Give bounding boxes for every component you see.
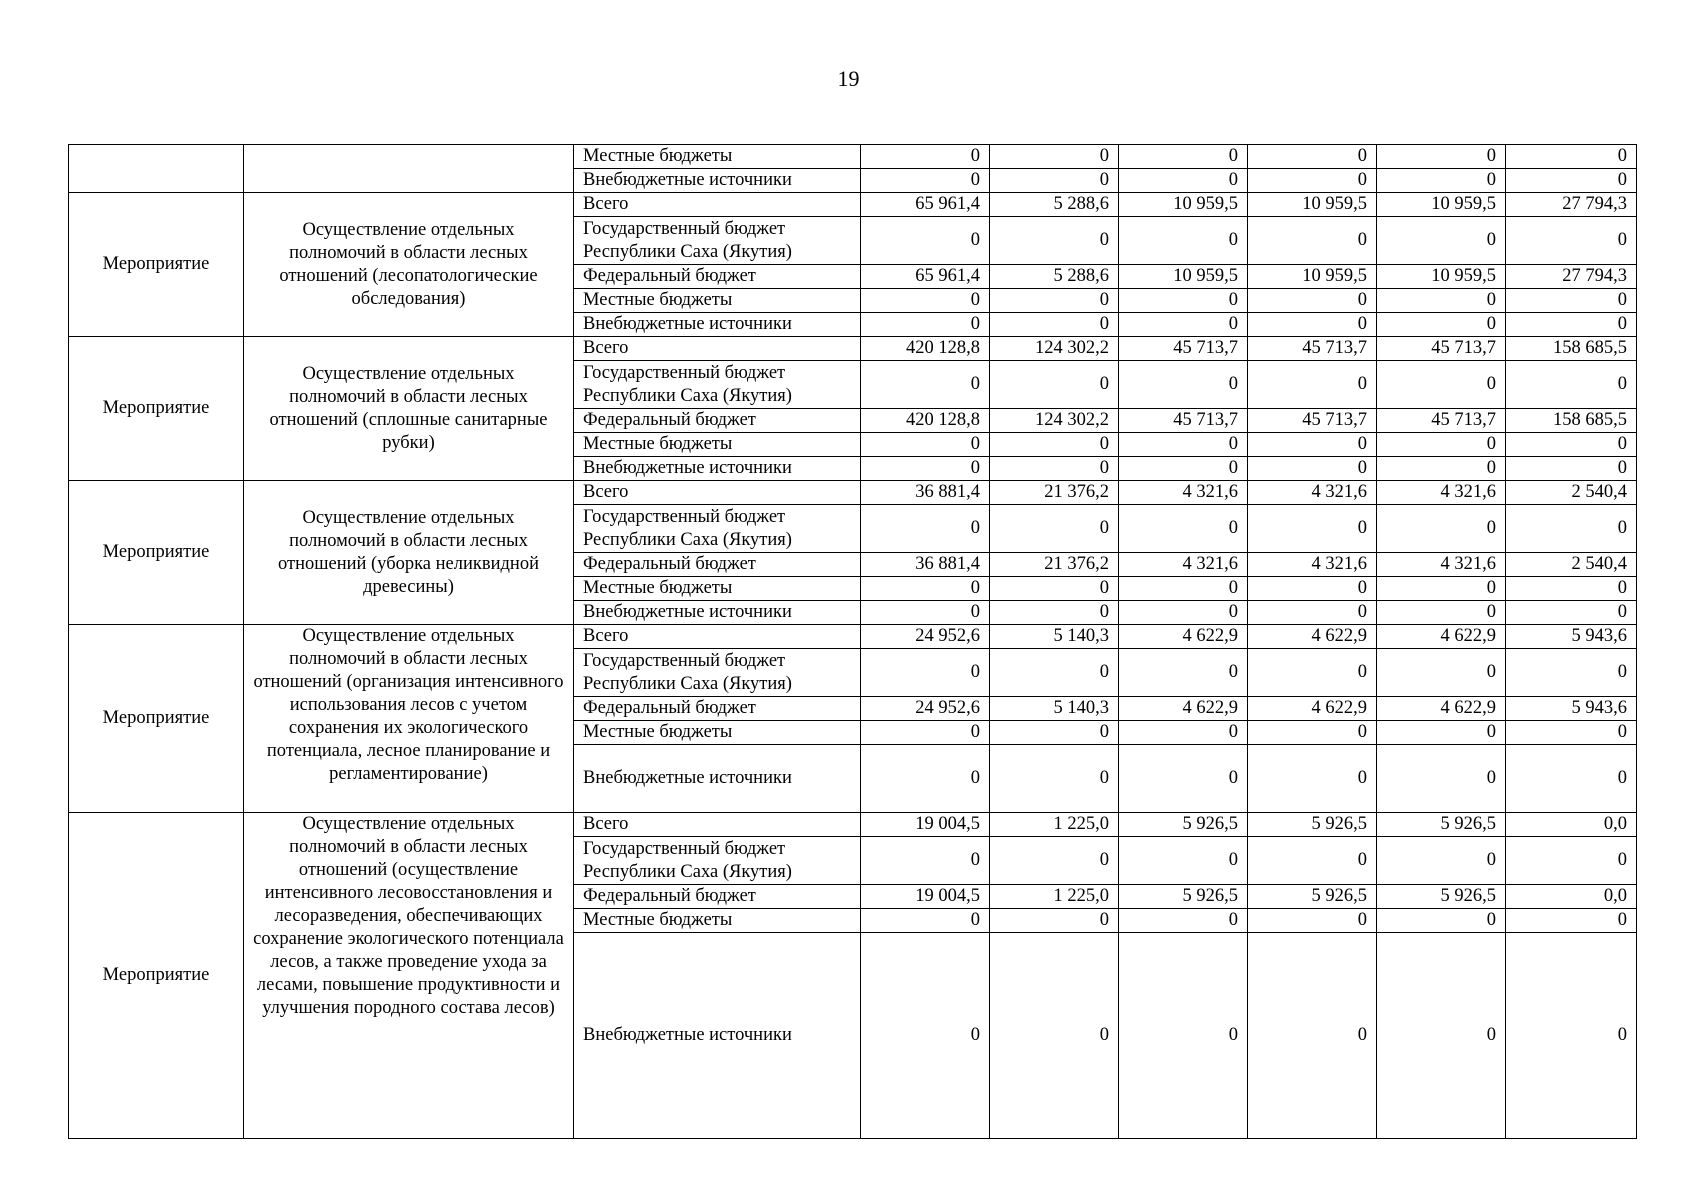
funding-source-cell: Внебюджетные источники xyxy=(574,933,861,1139)
amount-cell: 4 321,6 xyxy=(1248,553,1377,577)
funding-source-cell: Государственный бюджет Республики Саха (Якутия) xyxy=(574,505,861,553)
amount-cell: 45 713,7 xyxy=(1248,337,1377,361)
amount-cell: 0 xyxy=(1377,457,1506,481)
amount-cell: 0 xyxy=(1377,837,1506,885)
page-number: 19 xyxy=(837,66,860,91)
table-row xyxy=(69,625,1637,649)
amount-cell: 0 xyxy=(1248,289,1377,313)
amount-cell: 5 926,5 xyxy=(1377,813,1506,837)
table-row xyxy=(69,481,1637,505)
amount-cell: 0 xyxy=(1506,361,1637,409)
amount-cell: 27 794,3 xyxy=(1506,193,1637,217)
amount-cell: 0 xyxy=(861,837,990,885)
amount-cell: 4 321,6 xyxy=(1119,481,1248,505)
amount-cell: 21 376,2 xyxy=(990,481,1119,505)
amount-cell: 0 xyxy=(1248,457,1377,481)
funding-source-cell: Всего xyxy=(574,481,861,505)
amount-cell: 4 622,9 xyxy=(1119,697,1248,721)
amount-cell: 0 xyxy=(1377,933,1506,1139)
amount-cell: 10 959,5 xyxy=(1377,193,1506,217)
amount-cell: 0 xyxy=(1119,745,1248,813)
amount-cell: 0 xyxy=(990,145,1119,169)
amount-cell: 5 140,3 xyxy=(990,697,1119,721)
amount-cell: 0 xyxy=(1248,433,1377,457)
amount-cell: 0 xyxy=(1377,601,1506,625)
amount-cell: 27 794,3 xyxy=(1506,265,1637,289)
amount-cell: 0 xyxy=(861,169,990,193)
funding-source-cell: Местные бюджеты xyxy=(574,289,861,313)
table-body xyxy=(69,145,1637,1139)
amount-cell: 0 xyxy=(861,145,990,169)
amount-cell: 0 xyxy=(1119,433,1248,457)
activity-type-cell: Мероприятие xyxy=(69,337,244,481)
activity-type-cell: Мероприятие xyxy=(69,813,244,1139)
activity-description-cell: Осуществление отдельных полномочий в области лесных отношений (сплошные санитарные рубки) xyxy=(244,337,574,481)
amount-cell: 24 952,6 xyxy=(861,625,990,649)
amount-cell: 0 xyxy=(1377,433,1506,457)
funding-source-cell: Государственный бюджет Республики Саха (Якутия) xyxy=(574,361,861,409)
amount-cell: 0 xyxy=(1119,577,1248,601)
amount-cell: 0 xyxy=(1119,721,1248,745)
funding-source-cell: Местные бюджеты xyxy=(574,909,861,933)
amount-cell: 0 xyxy=(861,745,990,813)
amount-cell: 0 xyxy=(1506,169,1637,193)
amount-cell: 19 004,5 xyxy=(861,813,990,837)
amount-cell: 0 xyxy=(861,649,990,697)
activity-type-cell: Мероприятие xyxy=(69,625,244,813)
amount-cell: 5 926,5 xyxy=(1248,885,1377,909)
amount-cell: 0 xyxy=(1506,721,1637,745)
amount-cell: 0 xyxy=(861,289,990,313)
activity-type-cell xyxy=(69,145,244,193)
amount-cell: 0 xyxy=(861,933,990,1139)
amount-cell: 36 881,4 xyxy=(861,481,990,505)
amount-cell: 5 943,6 xyxy=(1506,697,1637,721)
amount-cell: 4 321,6 xyxy=(1377,481,1506,505)
amount-cell: 0 xyxy=(1119,289,1248,313)
amount-cell: 158 685,5 xyxy=(1506,409,1637,433)
amount-cell: 0 xyxy=(1506,933,1637,1139)
amount-cell: 4 622,9 xyxy=(1119,625,1248,649)
amount-cell: 0 xyxy=(1248,909,1377,933)
table-row xyxy=(69,813,1637,837)
amount-cell: 4 321,6 xyxy=(1119,553,1248,577)
activity-description-cell: Осуществление отдельных полномочий в области лесных отношений (организация интенсивного использования лесов с учетом сохранения их экологического потенциала, лесное планирование и регламентирование) xyxy=(244,625,574,813)
amount-cell: 0 xyxy=(1377,145,1506,169)
amount-cell: 0 xyxy=(1248,649,1377,697)
amount-cell: 10 959,5 xyxy=(1119,193,1248,217)
amount-cell: 0 xyxy=(1248,505,1377,553)
amount-cell: 0 xyxy=(1119,649,1248,697)
amount-cell: 21 376,2 xyxy=(990,553,1119,577)
amount-cell: 0 xyxy=(861,601,990,625)
amount-cell: 5 926,5 xyxy=(1119,885,1248,909)
amount-cell: 5 288,6 xyxy=(990,193,1119,217)
funding-source-cell: Государственный бюджет Республики Саха (Якутия) xyxy=(574,217,861,265)
funding-source-cell: Федеральный бюджет xyxy=(574,265,861,289)
amount-cell: 0 xyxy=(990,361,1119,409)
amount-cell: 4 321,6 xyxy=(1377,553,1506,577)
amount-cell: 0 xyxy=(1377,577,1506,601)
funding-source-cell: Федеральный бюджет xyxy=(574,553,861,577)
amount-cell: 0 xyxy=(990,433,1119,457)
amount-cell: 0 xyxy=(1248,601,1377,625)
amount-cell: 4 622,9 xyxy=(1377,625,1506,649)
amount-cell: 5 288,6 xyxy=(990,265,1119,289)
amount-cell: 45 713,7 xyxy=(1377,337,1506,361)
funding-source-cell: Внебюджетные источники xyxy=(574,457,861,481)
amount-cell: 0 xyxy=(990,289,1119,313)
amount-cell: 0 xyxy=(1377,505,1506,553)
amount-cell: 0 xyxy=(1119,933,1248,1139)
amount-cell: 45 713,7 xyxy=(1119,409,1248,433)
amount-cell: 0 xyxy=(861,313,990,337)
amount-cell: 0 xyxy=(861,909,990,933)
amount-cell: 0 xyxy=(990,217,1119,265)
amount-cell: 0 xyxy=(1506,505,1637,553)
amount-cell: 0 xyxy=(1506,217,1637,265)
amount-cell: 124 302,2 xyxy=(990,337,1119,361)
funding-source-cell: Всего xyxy=(574,813,861,837)
amount-cell: 0 xyxy=(1248,169,1377,193)
amount-cell: 0 xyxy=(990,933,1119,1139)
amount-cell: 0 xyxy=(861,721,990,745)
amount-cell: 158 685,5 xyxy=(1506,337,1637,361)
funding-source-cell: Государственный бюджет Республики Саха (Якутия) xyxy=(574,837,861,885)
amount-cell: 0 xyxy=(1119,217,1248,265)
table-row xyxy=(69,337,1637,361)
amount-cell: 45 713,7 xyxy=(1377,409,1506,433)
amount-cell: 0 xyxy=(1377,361,1506,409)
activity-description-cell: Осуществление отдельных полномочий в области лесных отношений (уборка неликвидной древесины) xyxy=(244,481,574,625)
amount-cell: 0 xyxy=(1506,457,1637,481)
amount-cell: 1 225,0 xyxy=(990,813,1119,837)
activity-description-cell xyxy=(244,145,574,193)
amount-cell: 0 xyxy=(990,313,1119,337)
amount-cell: 10 959,5 xyxy=(1248,265,1377,289)
amount-cell: 0 xyxy=(1377,909,1506,933)
funding-source-cell: Местные бюджеты xyxy=(574,145,861,169)
amount-cell: 10 959,5 xyxy=(1248,193,1377,217)
amount-cell: 0 xyxy=(1506,145,1637,169)
amount-cell: 0 xyxy=(990,577,1119,601)
funding-source-cell: Местные бюджеты xyxy=(574,433,861,457)
amount-cell: 10 959,5 xyxy=(1119,265,1248,289)
amount-cell: 0 xyxy=(1119,457,1248,481)
amount-cell: 0 xyxy=(1506,289,1637,313)
amount-cell: 4 622,9 xyxy=(1377,697,1506,721)
amount-cell: 19 004,5 xyxy=(861,885,990,909)
funding-source-cell: Всего xyxy=(574,337,861,361)
amount-cell: 124 302,2 xyxy=(990,409,1119,433)
amount-cell: 0 xyxy=(861,433,990,457)
amount-cell: 0 xyxy=(1119,361,1248,409)
funding-source-cell: Всего xyxy=(574,193,861,217)
amount-cell: 5 943,6 xyxy=(1506,625,1637,649)
amount-cell: 24 952,6 xyxy=(861,697,990,721)
amount-cell: 0 xyxy=(1377,745,1506,813)
amount-cell: 0 xyxy=(1506,909,1637,933)
table-row xyxy=(69,145,1637,169)
amount-cell: 0 xyxy=(1506,745,1637,813)
amount-cell: 4 622,9 xyxy=(1248,697,1377,721)
amount-cell: 420 128,8 xyxy=(861,409,990,433)
amount-cell: 0 xyxy=(1506,313,1637,337)
amount-cell: 0 xyxy=(1248,217,1377,265)
amount-cell: 0 xyxy=(1119,169,1248,193)
amount-cell: 0,0 xyxy=(1506,885,1637,909)
funding-source-cell: Местные бюджеты xyxy=(574,721,861,745)
amount-cell: 0 xyxy=(990,601,1119,625)
amount-cell: 0 xyxy=(990,457,1119,481)
amount-cell: 0 xyxy=(1506,649,1637,697)
amount-cell: 1 225,0 xyxy=(990,885,1119,909)
budget-table xyxy=(68,144,1637,1139)
amount-cell: 0 xyxy=(1248,313,1377,337)
funding-source-cell: Местные бюджеты xyxy=(574,577,861,601)
table-row xyxy=(69,193,1637,217)
amount-cell: 0 xyxy=(1377,169,1506,193)
activity-type-cell: Мероприятие xyxy=(69,481,244,625)
amount-cell: 0,0 xyxy=(1506,813,1637,837)
amount-cell: 0 xyxy=(1506,837,1637,885)
amount-cell: 4 622,9 xyxy=(1248,625,1377,649)
amount-cell: 5 926,5 xyxy=(1377,885,1506,909)
amount-cell: 0 xyxy=(990,505,1119,553)
amount-cell: 0 xyxy=(990,169,1119,193)
amount-cell: 0 xyxy=(990,837,1119,885)
amount-cell: 0 xyxy=(1248,361,1377,409)
amount-cell: 45 713,7 xyxy=(1119,337,1248,361)
amount-cell: 65 961,4 xyxy=(861,265,990,289)
funding-source-cell: Внебюджетные источники xyxy=(574,745,861,813)
amount-cell: 0 xyxy=(990,745,1119,813)
amount-cell: 0 xyxy=(1377,289,1506,313)
amount-cell: 2 540,4 xyxy=(1506,481,1637,505)
activity-description-cell: Осуществление отдельных полномочий в области лесных отношений (осуществление интенсивного лесовосстановления и лесоразведения, обеспечивающих сохранение экологического потенциала лесов, а также проведение ухода за лесами, повышение продуктивности и улучшения породного состава лесов) xyxy=(244,813,574,1139)
activity-type-cell: Мероприятие xyxy=(69,193,244,337)
amount-cell: 5 926,5 xyxy=(1248,813,1377,837)
amount-cell: 0 xyxy=(1377,313,1506,337)
amount-cell: 0 xyxy=(1119,909,1248,933)
amount-cell: 0 xyxy=(1506,601,1637,625)
amount-cell: 0 xyxy=(1377,721,1506,745)
amount-cell: 0 xyxy=(1248,745,1377,813)
amount-cell: 0 xyxy=(861,577,990,601)
amount-cell: 0 xyxy=(1119,145,1248,169)
amount-cell: 5 140,3 xyxy=(990,625,1119,649)
amount-cell: 0 xyxy=(990,909,1119,933)
amount-cell: 0 xyxy=(1248,145,1377,169)
funding-source-cell: Внебюджетные источники xyxy=(574,313,861,337)
amount-cell: 0 xyxy=(1119,837,1248,885)
amount-cell: 420 128,8 xyxy=(861,337,990,361)
amount-cell: 2 540,4 xyxy=(1506,553,1637,577)
amount-cell: 0 xyxy=(861,505,990,553)
amount-cell: 0 xyxy=(990,721,1119,745)
funding-source-cell: Внебюджетные источники xyxy=(574,601,861,625)
amount-cell: 0 xyxy=(990,649,1119,697)
amount-cell: 65 961,4 xyxy=(861,193,990,217)
amount-cell: 0 xyxy=(861,361,990,409)
amount-cell: 4 321,6 xyxy=(1248,481,1377,505)
funding-source-cell: Федеральный бюджет xyxy=(574,885,861,909)
activity-description-cell: Осуществление отдельных полномочий в области лесных отношений (лесопатологические обследования) xyxy=(244,193,574,337)
amount-cell: 36 881,4 xyxy=(861,553,990,577)
amount-cell: 0 xyxy=(861,457,990,481)
amount-cell: 0 xyxy=(1248,933,1377,1139)
amount-cell: 0 xyxy=(1506,433,1637,457)
amount-cell: 0 xyxy=(1119,601,1248,625)
funding-source-cell: Государственный бюджет Республики Саха (Якутия) xyxy=(574,649,861,697)
amount-cell: 0 xyxy=(1377,217,1506,265)
amount-cell: 0 xyxy=(1377,649,1506,697)
amount-cell: 0 xyxy=(1248,577,1377,601)
funding-source-cell: Федеральный бюджет xyxy=(574,409,861,433)
amount-cell: 10 959,5 xyxy=(1377,265,1506,289)
amount-cell: 0 xyxy=(861,217,990,265)
amount-cell: 0 xyxy=(1248,721,1377,745)
amount-cell: 0 xyxy=(1119,505,1248,553)
amount-cell: 45 713,7 xyxy=(1248,409,1377,433)
amount-cell: 0 xyxy=(1119,313,1248,337)
amount-cell: 0 xyxy=(1506,577,1637,601)
funding-source-cell: Внебюджетные источники xyxy=(574,169,861,193)
amount-cell: 0 xyxy=(1248,837,1377,885)
funding-source-cell: Всего xyxy=(574,625,861,649)
amount-cell: 5 926,5 xyxy=(1119,813,1248,837)
funding-source-cell: Федеральный бюджет xyxy=(574,697,861,721)
